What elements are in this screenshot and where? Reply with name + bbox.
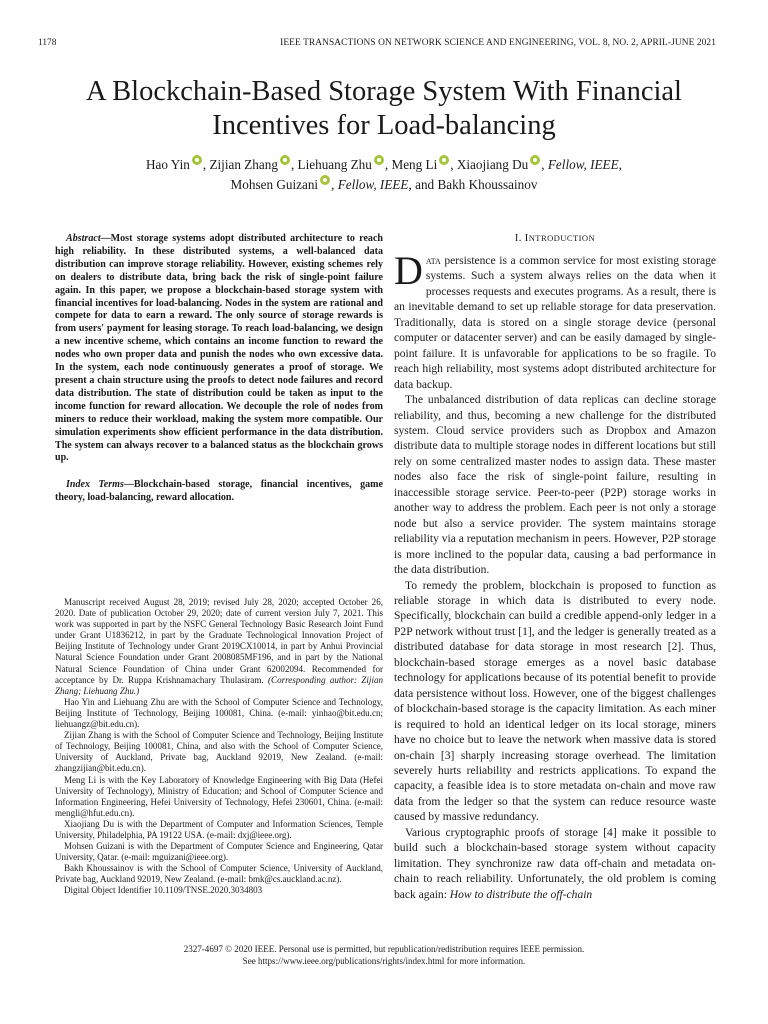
drop-cap-continuation: ata (425, 255, 441, 267)
section-title-initial: I (524, 233, 529, 244)
title-line-1: A Blockchain-Based Storage System With Financial (86, 76, 682, 107)
paragraph-text: persistence is a common service for most existing storage systems. Such a system always relies on the data when it processes requests and executes programs. As a result, there is an inevitable demand to set up reliable storage for data preservation. Traditionally, data is stored on a single storage device (personal computer or datacenter server) and can be easily damaged by single-point failure. It is unfavorable for applications to be so fragile. To reach high reliability, most systems adopt distributed architecture for data backup. (394, 255, 716, 391)
corresponding-author: (Corresponding author: Zijian Zhang; Liehuang Zhu.) (55, 674, 383, 696)
footnotes (55, 597, 383, 897)
page-number: 1178 (38, 38, 57, 48)
intro-paragraph-3: To remedy the problem, blockchain is proposed to function as reliable storage in which data is distributed to every node. Specifically, blockchain can build a credible append-only ledger in a P2P network without trust [1], and the ledger is generally treated as a distributed database for data storage in most research [2]. Thus, blockchain-based storage emerges as a novel basic database technology for applications because of its potential benefit to provide data persistence without loss. However, one of the biggest challenges of blockchain-based storage is the capacity limitation. As each miner is required to hold an identical ledger on its local storage, miners have no choice but to leave the network when massive data is stored on-chain [3] sharply increasing storage overhead. The limitation severely hurts reliability and restricts applications. To expand the capacity, a feasible idea is to store metadata on-chain and move raw data from the ledger so that the system can reduce resource waste caused by massive redundancy. (394, 579, 716, 824)
orcid-icon[interactable] (439, 155, 449, 165)
author-name: Bakh Khoussainov (437, 176, 538, 192)
author-name: Liehuang Zhu (297, 157, 372, 172)
footnote-affiliation: Meng Li is with the Key Laboratory of Knowledge Engineering with Big Data (Hefei University of Technology), Ministry of Education; and School of Computer Science and Information Engineering, Hefei University of Technology, Hefei 230601, China. (e-mail: mengli@hfut.edu.cn). (55, 774, 383, 818)
section-heading (394, 233, 716, 246)
author-title: Fellow, IEEE, (337, 176, 412, 192)
footnote-text: Manuscript received August 28, 2019; revised July 28, 2020; accepted October 26, 2020. Date of publication October 29, 2020; date of current version July 7, 2021. This work was supported in part by the NSFC General Technology Basic Research Joint Fund under Grant U1836212, in part by the Graduate Technological Innovation Project of Beijing Institute of Technology under Grant 2019CX10014, in part by Anhui Provincial Natural Science Foundation under Grant 2008085MF196, and in part by the National Natural Science Foundation of China under Grant 62002094. Recommended for acceptance by Dr. Ruppa Krishnamachary Thulasiram. (55, 597, 383, 685)
author-list (0, 155, 768, 194)
footnote-manuscript (55, 597, 383, 697)
right-column (394, 233, 716, 903)
abstract (55, 233, 383, 465)
author-line-2: Mohsen Guizani , Fellow, IEEE, and Bakh Khoussainov (230, 176, 538, 192)
copyright-footer (0, 943, 768, 967)
section-number: I. (514, 233, 522, 244)
orcid-icon[interactable] (530, 155, 540, 165)
intro-paragraph-1 (394, 248, 716, 393)
section-title-rest: NTRODUCTION (528, 233, 596, 243)
orcid-icon[interactable] (320, 175, 330, 185)
author-name: Hao Yin (146, 157, 190, 172)
author-line-1: Hao Yin , Zijian Zhang , Liehuang Zhu , Meng Li , Xiaojiang Du , Fellow, IEEE, (146, 157, 622, 172)
author-name: Meng Li (391, 157, 438, 172)
title-line-2: Incentives for Load-balancing (212, 110, 556, 141)
doi[interactable]: Digital Object Identifier 10.1109/TNSE.2020.3034803 (64, 885, 263, 896)
intro-paragraph-2: The unbalanced distribution of data replicas can decline storage reliability, and thus, becoming a new challenge for the distributed system. Cloud service providers such as Dropbox and Amazon distribute data to multiple storage nodes in different locations but still rely on some centralized master nodes to assign data. These master nodes also face the risk of single-point failure, resulting in inaccessible storage service. Peer-to-peer (P2P) storage works in another way to address the problem. Each peer is not only a storage node but also a service provider. The system maintains storage reliability via a reputation mechanism in peers. However, P2P storage is more inclined to the popular data, causing a bad performance in the data distribution. (394, 394, 717, 577)
author-name: Xiaojiang Du (456, 157, 529, 172)
footnote-affiliation: Mohsen Guizani is with the Department of Computer Science and Engineering, Qatar University, Qatar. (e-mail: mguizani@ieee.org). (55, 841, 383, 863)
index-terms (55, 479, 383, 505)
abstract-text: —Most storage systems adopt distributed architecture to reach high reliability. In these distributed systems, a well-balanced data distribution can improve storage reliability. However, existing schemes rely on dealers to distribute data, bring back the risk of single-point failure again. In this paper, we propose a blockchain-based storage system with financial incentives for load-balancing. Nodes in the system are rational and compete for data to earn a reward. The only source of storage rewards is from users' payment for leasing storage. To reach load-balancing, we design a new incentive scheme, which contains an income function to reward the nodes who own proper data and punish the nodes who own excessive data. In the system, each node continuously generates a proof of storage. We present a chain structure using the proofs to detect node failures and record data distribution. The state of distribution could be taken as input to the income function for reward allocation. We decouple the role of nodes from miners to reduce their workload, making the system more compatible. Our simulation experiments show efficient performance in the data distribution. The system can always recover to a balanced status as the blockchain grows up. (55, 233, 383, 464)
footnote-affiliation: Hao Yin and Liehuang Zhu are with the School of Computer Science and Technology, Beijing Institute of Technology, Beijing 100081, China. (e-mail: yinhao@bit.edu.cn; liehuangz@bit.edu.cn). (55, 696, 383, 730)
index-terms-label: Index Terms (66, 479, 124, 491)
left-column (55, 233, 383, 505)
footnote-affiliation: Bakh Khoussainov is with the School of Computer Science, University of Auckland, Private bag, Auckland 92019, New Zealand. (e-mail: bmk@cs.auckland.ac.nz). (55, 863, 383, 885)
footnote-affiliation: Xiaojiang Du is with the Department of Computer and Information Sciences, Temple University, Philadelphia, PA 19122 USA. (e-mail: dxj@ieee.org). (55, 818, 383, 840)
orcid-icon[interactable] (192, 155, 202, 165)
orcid-icon[interactable] (374, 155, 384, 165)
paragraph-italic-text: How to distribute the off-chain (449, 888, 593, 901)
index-terms-text: —Blockchain-based storage, financial incentives, game theory, load-balancing, reward allocation. (55, 479, 384, 504)
author-name: Zijian Zhang (209, 157, 278, 172)
intro-paragraph-4 (394, 826, 716, 903)
copyright-line: 2327-4697 © 2020 IEEE. Personal use is permitted, but republication/redistribution requires IEEE permission. (183, 944, 585, 954)
author-title: Fellow, IEEE, (547, 157, 622, 172)
author-name: Mohsen Guizani (230, 176, 319, 192)
orcid-icon[interactable] (280, 155, 290, 165)
paper-title (0, 75, 768, 143)
paragraph-text: Various cryptographic proofs of storage [4] make it possible to build such a blockchain-based storage system without capacity limitation. They synchronize raw data off-chain and metadata on-chain to reach reliability. Unfortunately, the old problem is coming back again: (394, 826, 716, 901)
rights-link-line[interactable]: See https://www.ieee.org/publications/rights/index.html for more information. (242, 956, 526, 966)
footnote-affiliation: Zijian Zhang is with the School of Computer Science and Technology, Beijing Institute of Technology, Beijing 100081, China, and also with the School of Computer Science, University of Auckland, Private bag, Auckland 92019, New Zealand. (e-mail: zhangzijian@bit.edu.cn). (55, 730, 383, 774)
drop-cap: D (394, 248, 423, 293)
journal-header: IEEE TRANSACTIONS ON NETWORK SCIENCE AND ENGINEERING, VOL. 8, NO. 2, APRIL-JUNE 2021 (280, 38, 716, 48)
author-conjunction: and (415, 176, 435, 192)
abstract-label: Abstract (66, 233, 101, 244)
